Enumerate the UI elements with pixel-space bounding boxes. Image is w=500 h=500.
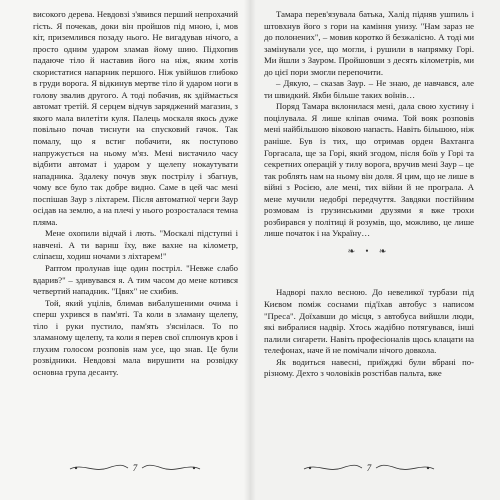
- folio-flourish-right-icon: [140, 463, 202, 473]
- paragraph: Надворі пахло весною. До невеликої турбази під Києвом поміж соснами під'їхав автобус з написом "Преса". Доїхавши до місця, з автобуса вийшли люди, які вибралися надвір. Хтось жадібно потягувався, інші палили сигарети. Навіть професіоналів щось клацати на телефонах, наче й не помічали нічого довкола.: [264, 287, 474, 356]
- paragraph: Поряд Тамара вклонилася мені, дала свою хустину і поцілувала. Я лише кліпав очима. Той вояк розповів мені найбільшою віковою напасть. Навіть більшою, ніж раніше. Був із тих, що отримав орден Вахтанга Горгасала, ще за Горі, який згодом, після боїв у Горі та секретних операцій у тилу ворога, вручив мені Заур – це так роблять нам на ньому він доля. Я цим, що не лише в війні з Росією, але мені, тих війни й не програла. А мене мучили недобрі передчуття. Завдяки постійним розмовам із грузинськими друзями я вже трохи розбирався у політиці й розумів, що, можливо, це лише лише початок і на Україну…: [264, 101, 474, 239]
- folio-flourish-right-icon: [374, 463, 436, 473]
- book-gutter: [244, 0, 256, 500]
- page-number: 7: [132, 463, 138, 473]
- paragraph: Тамара перев'язувала батька, Халід підняв ушпиль і штовхнув його з гори на каміння унизу. "Нам зараз не до полонених", – мовив коротко й безжалісно. А тоді ми замінували усе, що могли, і рушили в напрямку Горі. Ми йшли з Зауром. Пройшовши з десять кілометрів, ми до цієї пори змогли перепочити.: [264, 9, 474, 77]
- page-number-right: [264, 462, 474, 474]
- paragraph: високого дерева. Невдовзі з'явився перший непрохачий гість. Я почекав, доки він пройшов під мною, і, мов кіт, приземлився позаду нього. Не вигадував нічого, а просто одним ударом зламав йому шию. Підхопив падаюче тіло й наставив його на ніж, яким хотів скористатися напарник першого. Ніж увійшов глибоко в груди ворога. Я відкинув мертве тіло й ударом ноги в голову звалив другого. А тоді побачив, як здіймається автомат третій. Я серцем відчув заряджений магазин, з якого мала вилетіти куля. Палець москаля якось дуже повільно почав тиснути на спусковий гачок. Так помалу, що я встиг побачити, як поступово напружується на ньому м'яз. Мені вистачило часу відбити автомат і ударом у щелепу нокаутувати нападника. Здалеку почув звук пострілу і збагнув, чому все було так добре видно. Саме в цей час мені поспішав Заур з ліхтарем. Після автоматної черги Заур осідав на землю, а на плечі у нього розросталася темна пляма.: [33, 9, 238, 227]
- folio-flourish-left-icon: [68, 463, 130, 473]
- paragraph: Раптом пролунав іще один постріл. "Невже слабо вдарив?" – здивувався я. А тим часом до мене котився четвертий нападник. "Цвях" не схибив.: [33, 263, 238, 297]
- paragraph: Як водиться навесні, приїжджі були вбрані по-різному. Дехто з чоловіків розстібав пальта, вже: [264, 356, 474, 379]
- paragraph: Мене охопили відчай і лють. "Москалі підступні і навчені. А ти варнш їху, вже вахне на кілометр, сліпаєш, ходиш ночами з ліхтарем!": [33, 228, 238, 262]
- page-number: 7: [366, 463, 372, 473]
- right-page: [250, 0, 500, 500]
- page-number-left: [30, 462, 240, 474]
- paragraph: – Дякую, – сказав Заур. – Не знаю, де навчався, але ти швидкий. Якби більше таких воїнів…: [264, 78, 474, 100]
- section-ornament: ❧ • ❧: [347, 245, 391, 256]
- left-page-text: [33, 9, 238, 379]
- paragraph: Той, який уцілів, блимав вибалушеними очима і сперш ухрився в пам'яті. Та коли в зламану щелепу, тіло і руки пустило, пам'ять з'яснілася. То по зламаному щелепу, та коли я перев свої сплюнув кров і глухим голосом розповів нам усе, що знав. Це були розвідники. Невдовзі мала вирушити на розвідку основна група десанту.: [33, 297, 238, 377]
- right-page-text: [264, 9, 474, 380]
- folio-flourish-left-icon: [302, 463, 364, 473]
